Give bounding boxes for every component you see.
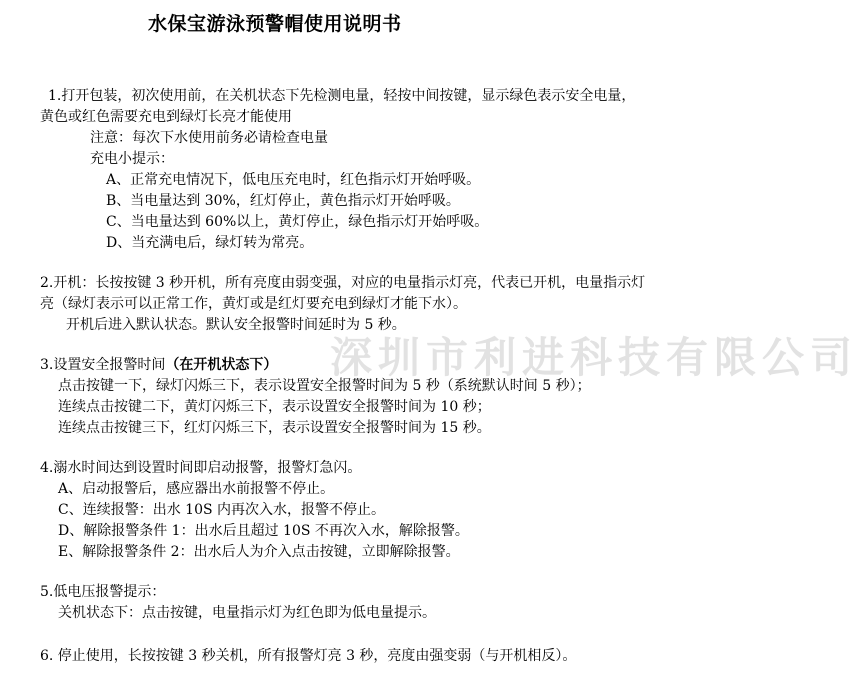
- alarm-item-c: C、连续报警：出水 10S 内再次入水，报警不停止。: [58, 502, 386, 518]
- section1-line1: 1.打开包装，初次使用前，在关机状态下先检测电量，轻按中间按键，显示绿色表示安全电量，: [48, 88, 636, 104]
- section3-line1: 点击按键一下，绿灯闪烁三下，表示设置安全报警时间为 5 秒（系统默认时间 5 秒）；: [58, 378, 591, 394]
- section4-heading: 4.溺水时间达到设置时间即启动报警，报警灯急闪。: [40, 460, 362, 476]
- alarm-item-a: A、启动报警后，感应器出水前报警不停止。: [58, 481, 335, 497]
- section3-line3: 连续点击按键三下，红灯闪烁三下，表示设置安全报警时间为 15 秒。: [58, 420, 491, 436]
- section5-line1: 关机状态下：点击按键，电量指示灯为红色即为低电量提示。: [58, 605, 436, 621]
- section2-line1: 2.开机：长按按键 3 秒开机，所有亮度由弱变强，对应的电量指示灯亮，代表已开机，电量指示灯: [40, 275, 646, 291]
- section2-line2: 亮（绿灯表示可以正常工作，黄灯或是红灯要充电到绿灯才能下水）。: [40, 296, 467, 312]
- section1-line2: 黄色或红色需要充电到绿灯长亮才能使用: [40, 109, 292, 125]
- alarm-item-e: E、解除报警条件 2：出水后人为介入点击按键，立即解除报警。: [58, 544, 460, 560]
- alarm-item-d: D、解除报警条件 1：出水后且超过 10S 不再次入水，解除报警。: [58, 523, 469, 539]
- charging-tip-b: B、当电量达到 30%，红灯停止，黄色指示灯开始呼吸。: [106, 193, 460, 209]
- section5-heading: 5.低电压报警提示：: [40, 584, 166, 600]
- section3-heading-text: 3.设置安全报警时间: [40, 357, 166, 373]
- charging-tip-a: A、正常充电情况下，低电压充电时，红色指示灯开始呼吸。: [106, 172, 481, 188]
- charging-tips-title: 充电小提示：: [90, 151, 174, 167]
- section1-note: 注意：每次下水使用前务必请检查电量: [90, 130, 328, 146]
- document-title: 水保宝游泳预警帽使用说明书: [148, 13, 402, 35]
- section3-heading-bold: （在开机状态下）: [165, 357, 278, 373]
- section6-line1: 6. 停止使用，长按按键 3 秒关机，所有报警灯亮 3 秒，亮度由强变弱（与开机相反）。: [40, 648, 577, 664]
- company-watermark: 深圳市利进科技有限公司: [330, 333, 858, 382]
- section2-line3: 开机后进入默认状态。默认安全报警时间延时为 5 秒。: [66, 317, 406, 333]
- section3-line2: 连续点击按键二下，黄灯闪烁三下，表示设置安全报警时间为 10 秒；: [58, 399, 491, 415]
- charging-tip-c: C、当电量达到 60%以上，黄灯停止，绿色指示灯开始呼吸。: [106, 214, 489, 230]
- section3-heading: [40, 355, 277, 375]
- charging-tip-d: D、当充满电后，绿灯转为常亮。: [106, 235, 314, 251]
